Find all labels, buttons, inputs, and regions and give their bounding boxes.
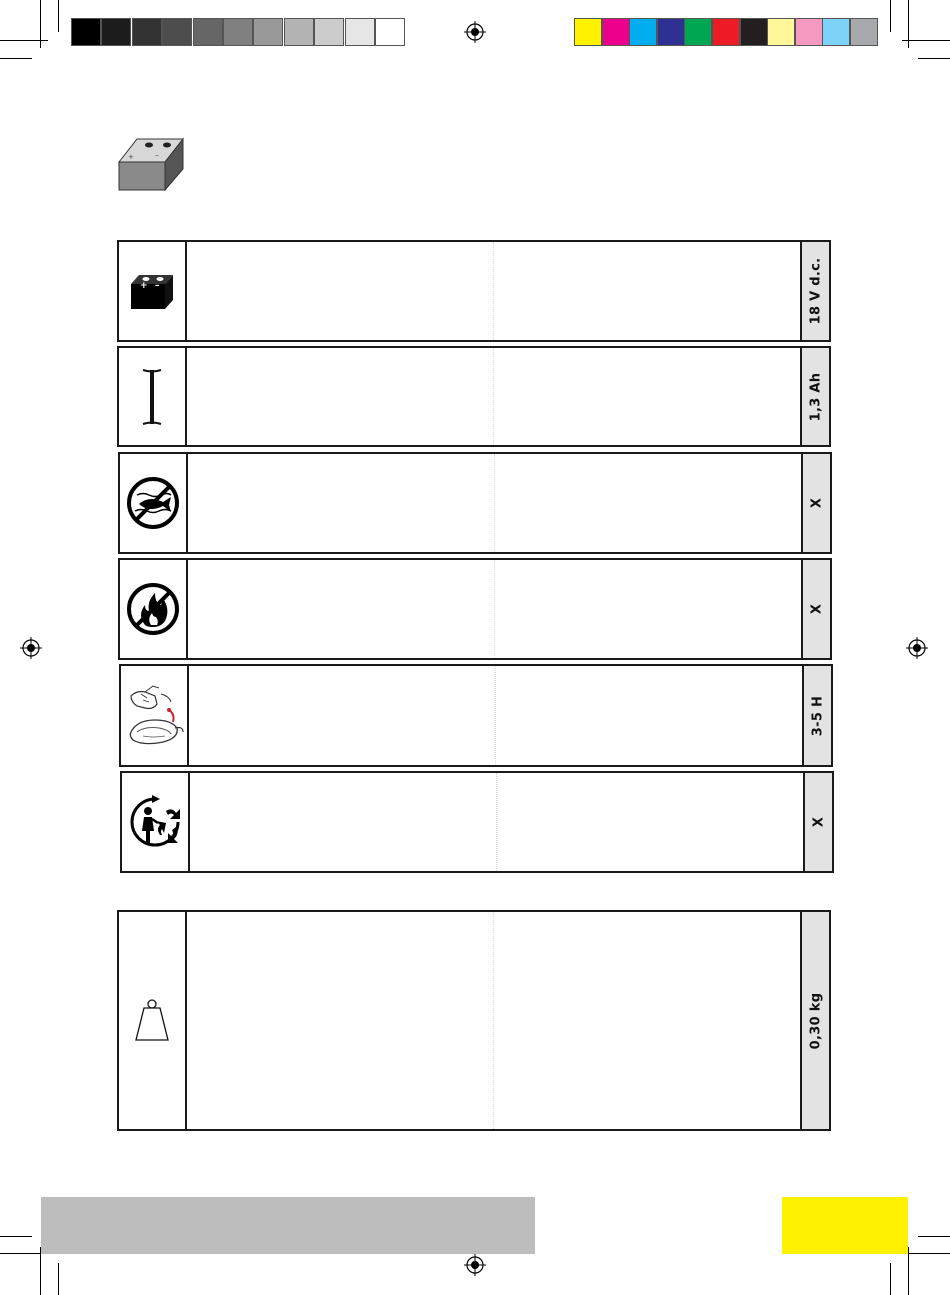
color-swatch bbox=[574, 18, 602, 46]
color-swatch bbox=[253, 18, 283, 46]
color-swatch bbox=[345, 18, 375, 46]
divider bbox=[493, 242, 494, 340]
spec-value: 0,30 kg bbox=[808, 992, 823, 1049]
svg-text:–: – bbox=[155, 151, 159, 160]
color-swatch bbox=[162, 18, 192, 46]
crop-mark bbox=[918, 1236, 950, 1237]
icon-cell bbox=[119, 348, 187, 445]
value-cell bbox=[802, 666, 831, 765]
icon-cell bbox=[119, 242, 187, 340]
recycle-triman-icon bbox=[126, 793, 184, 851]
color-swatch bbox=[657, 18, 685, 46]
color-swatch bbox=[767, 18, 795, 46]
no-water-icon bbox=[125, 475, 181, 531]
spec-value: 3-5 H bbox=[810, 695, 825, 736]
crop-mark bbox=[58, 1263, 59, 1295]
svg-text:–: – bbox=[155, 281, 160, 291]
color-swatch bbox=[795, 18, 823, 46]
registration-mark-icon bbox=[464, 21, 486, 43]
color-swatch bbox=[223, 18, 253, 46]
color-swatch bbox=[101, 18, 131, 46]
spec-value: X bbox=[811, 816, 826, 828]
weight-icon bbox=[134, 998, 170, 1044]
crop-mark bbox=[0, 58, 32, 59]
color-swatch bbox=[314, 18, 344, 46]
crop-mark bbox=[890, 0, 891, 32]
charging-time-icon bbox=[123, 680, 185, 752]
color-swatch bbox=[712, 18, 740, 46]
battery-icon bbox=[129, 272, 175, 310]
crop-mark bbox=[40, 1247, 41, 1295]
color-swatch bbox=[193, 18, 223, 46]
no-fire-icon bbox=[125, 581, 181, 637]
svg-text:+: + bbox=[128, 153, 134, 161]
value-cell bbox=[800, 242, 829, 340]
color-swatch bbox=[740, 18, 768, 46]
svg-text:+: + bbox=[140, 281, 148, 291]
icon-cell bbox=[120, 560, 188, 658]
value-cell bbox=[801, 560, 830, 658]
crop-mark bbox=[0, 1236, 32, 1237]
spec-row-capacity bbox=[117, 346, 831, 447]
color-swatch bbox=[602, 18, 630, 46]
crop-mark bbox=[908, 0, 909, 48]
crop-mark bbox=[902, 40, 950, 41]
divider bbox=[493, 348, 494, 445]
color-swatch bbox=[822, 18, 850, 46]
crop-mark bbox=[918, 58, 950, 59]
crop-mark bbox=[890, 1263, 891, 1295]
icon-cell bbox=[119, 912, 187, 1129]
divider bbox=[495, 666, 496, 765]
spec-value: 1,3 Ah bbox=[808, 372, 823, 421]
color-swatch bbox=[850, 18, 878, 46]
color-swatch bbox=[132, 18, 162, 46]
color-swatch bbox=[284, 18, 314, 46]
divider bbox=[494, 454, 495, 552]
spec-value: 18 V d.c. bbox=[808, 257, 823, 325]
spec-value: X bbox=[809, 603, 824, 615]
battery-pack-icon bbox=[117, 137, 185, 193]
value-cell bbox=[803, 773, 832, 871]
spec-value: X bbox=[809, 497, 824, 509]
color-swatch bbox=[684, 18, 712, 46]
crop-mark bbox=[908, 1247, 909, 1295]
divider bbox=[496, 773, 497, 871]
color-swatch bbox=[629, 18, 657, 46]
spec-row-weight bbox=[117, 910, 831, 1131]
spec-row-charging-time bbox=[119, 664, 833, 767]
footer-yellow-tab bbox=[782, 1197, 908, 1254]
registration-mark-icon bbox=[906, 637, 928, 659]
spec-row-recycle bbox=[120, 771, 834, 873]
crop-mark bbox=[58, 0, 59, 32]
crop-mark bbox=[902, 1253, 950, 1254]
icon-cell bbox=[121, 666, 189, 765]
color-swatch bbox=[375, 18, 405, 46]
value-cell bbox=[801, 454, 830, 552]
footer-gray-bar bbox=[41, 1197, 535, 1254]
spec-row-no-fire bbox=[118, 558, 832, 660]
icon-cell bbox=[122, 773, 190, 871]
registration-mark-icon bbox=[464, 1254, 486, 1276]
divider bbox=[493, 912, 494, 1129]
spec-row-no-water bbox=[118, 452, 832, 554]
registration-mark-icon bbox=[20, 637, 42, 659]
crop-mark bbox=[40, 0, 41, 48]
divider bbox=[494, 560, 495, 658]
spec-row-voltage bbox=[117, 240, 831, 342]
icon-cell bbox=[120, 454, 188, 552]
current-symbol-icon bbox=[137, 366, 167, 428]
value-cell bbox=[800, 348, 829, 445]
value-cell bbox=[800, 912, 829, 1129]
color-swatch bbox=[71, 18, 101, 46]
